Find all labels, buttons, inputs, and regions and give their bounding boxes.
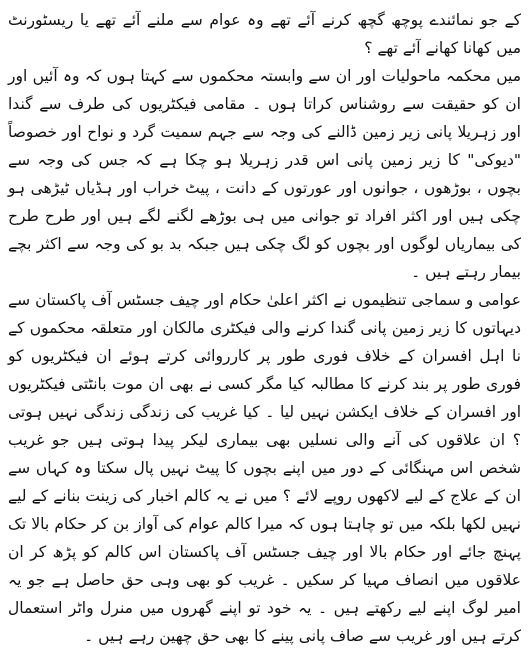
urdu-article-text — [8, 6, 521, 650]
paragraph-question: کے جو نمائندے پوچھ گچھ کرنے آئے تھے وہ عوام سے ملنے آئے تھے یا ریسٹورنٹ میں کھانا کھانے آئے تھے ؟ — [8, 11, 521, 57]
paragraph-pollution-effects: میں محکمہ ماحولیات اور ان سے وابستہ محکموں سے کہتا ہوں کہ وہ آئیں اور ان کو حقیقت سے روشناس کراتا ہوں ۔ مقامی فیکٹریوں کی طرف سے گندا اور زہریلا پانی زیر زمین ڈالنے کی وجہ سے جہم سمیت گرد و نواح اور خصوصاً "دیوکی" کا زیر زمین پانی اس قدر زہریلا ہو چکا ہے کہ جس کی وجہ سے بچوں ، بوڑھوں ، جوانوں اور عورتوں کے دانت ، پیٹ خراب اور ہڈیاں ٹیڑھی ہو چکی ہیں اور اکثر افراد تو جوانی میں ہی بوڑھے لگنے لگے ہیں اور طرح طرح کی بیماریاں لوگوں اور بچوں کو لگ چکی ہیں جبکہ بد بو کی وجہ سے اکثر بچے بیمار رہتے ہیں ۔ — [8, 67, 521, 281]
paragraph-appeal: عوامی و سماجی تنظیموں نے اکثر اعلیٰ حکام اور چیف جسٹس آف پاکستان سے دیہاتوں کا زیر زمین پانی گندا کرنے والی فیکٹری مالکان اور متعلقہ محکموں کے نا اہل افسران کے خلاف فوری طور پر کارروائی کرتے ہوئے ان فیکٹریوں کو فوری طور پر بند کرنے کا مطالبہ کیا مگر کسی نے بھی ان موت بانٹتی فیکٹریوں اور افسران کے خلاف ایکشن نہیں لیا ۔ کیا غریب کی زندگی زندگی نہیں ہوتی ؟ ان علاقوں کی آنے والی نسلیں بھی بیماری لیکر پیدا ہوتی ہیں جو غریب شخص اس مہنگائی کے دور میں اپنے بچوں کا پیٹ نہیں پال سکتا وہ کہاں سے ان کے علاج کے لیے لاکھوں روپے لائے ؟ میں نے یہ کالم اخبار کی زینت بنانے کے لیے نہیں لکھا بلکہ میں تو چاہتا ہوں کہ میرا کالم عوام کی آواز بن کر حکام بالا تک پہنچ جائے اور حکام بالا اور چیف جسٹس آف پاکستان اس کالم کو پڑھ کر ان علاقوں میں انصاف مہیا کر سکیں ۔ غریب کو بھی وہی حق حاصل ہے جو یہ امیر لوگ اپنے لیے رکھتے ہیں ۔ یہ خود تو اپنے گھروں میں منرل واٹر استعمال کرتے ہیں اور غریب سے صاف پانی پینے کا بھی حق چھین رہے ہیں ۔ — [8, 291, 521, 645]
